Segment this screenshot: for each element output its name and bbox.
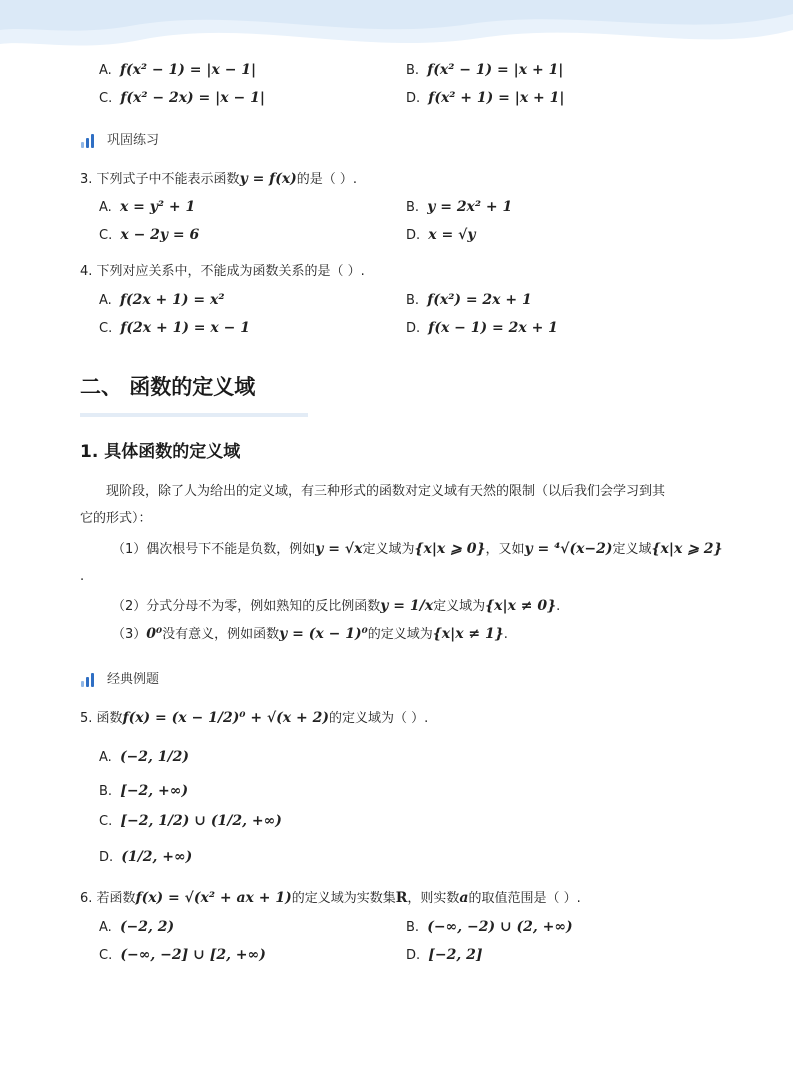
bar-chart-icon [81,673,97,687]
intro-line-2: 它的形式）： [80,511,152,526]
question-number: 4. [80,264,93,279]
option-math: (−∞, −2] ∪ [2, +∞) [120,947,266,963]
option-letter: C. [99,228,113,243]
option-math: f(x² − 1) = |x − 1| [119,62,257,78]
question-4-stem [80,262,365,282]
option-letter: B. [406,200,420,215]
question-math: f(x) = √(x² + ax + 1) [135,890,292,906]
q3-option-b [406,197,512,218]
q4-option-c [99,318,250,339]
question-math: a [459,890,469,906]
q6-option-b [406,917,573,938]
q6-option-d [406,945,483,966]
option-letter: D. [99,850,114,865]
q6-option-c [99,945,266,966]
rule-text: （2）分式分母不为零，例如熟知的反比例函数 [112,599,381,614]
bar-chart-icon [81,134,97,148]
option-math: f(x − 1) = 2x + 1 [428,320,558,336]
question-3-stem [80,169,357,190]
option-letter: A. [99,750,112,765]
question-number: 6. [80,891,93,906]
question-text: 若函数 [96,891,136,906]
option-letter: B. [99,784,113,799]
rule-math: {x|x ⩾ 2} [651,541,723,557]
option-letter: B. [406,293,420,308]
q5-option-d [99,847,192,868]
question-text: 的定义域为实数集 [291,891,396,906]
rule-math: {x|x ≠ 0} [485,598,557,614]
q-prev-option-c [99,88,265,109]
rule-math: {x|x ⩾ 0} [414,541,486,557]
q5-option-a [99,747,189,768]
question-number: 5. [80,711,93,726]
rule-math: {x|x ≠ 1} [432,626,504,642]
rule-math: y = ⁴√(x−2) [524,541,613,557]
rule-text: 的定义域为 [367,627,433,642]
q6-option-a [99,917,174,938]
question-math: f(x) = (x − 1/2)⁰ + √(x + 2) [122,710,329,726]
rule-text: . [503,627,508,642]
option-math: f(2x + 1) = x² [119,292,225,308]
q4-option-d [406,318,558,339]
rule-text: （3） [112,627,147,642]
question-text: 的取值范围是（ ）. [468,891,581,906]
option-math: [−2, 1/2) ∪ (1/2, +∞) [120,813,282,829]
option-math: (−∞, −2) ∪ (2, +∞) [427,919,573,935]
option-math: x = y² + 1 [119,199,196,215]
option-math: [−2, +∞) [120,783,189,799]
option-math: x − 2y = 6 [120,227,200,243]
rule-math: 0⁰ [146,626,163,642]
q5-option-c [99,811,282,832]
option-letter: D. [406,321,421,336]
rule-math: y = 1/x [380,598,434,614]
q5-option-b [99,781,188,802]
rule-math: y = √x [315,541,363,557]
option-letter: D. [406,228,421,243]
q-prev-option-d [406,88,565,109]
option-letter: D. [406,948,421,963]
option-math: y = 2x² + 1 [427,199,513,215]
question-text: ，则实数 [407,891,460,906]
question-math: R [395,890,408,906]
practice-heading: 巩固练习 [107,133,160,148]
header-wave-decoration [0,0,793,60]
option-letter: A. [99,200,112,215]
q-prev-option-b [406,60,563,81]
rule-1 [112,539,723,560]
q3-option-a [99,197,195,218]
option-letter: C. [99,814,113,829]
q3-option-d [406,225,475,246]
intro-line-1: 现阶段，除了人为给出的定义域，有三种形式的函数对定义域有天然的限制（以后我们会学习到其 [106,484,666,499]
option-letter: B. [406,920,420,935]
option-math: f(x² − 2x) = |x − 1| [120,90,265,106]
question-text: 下列式子中不能表示函数 [96,172,240,187]
question-text: 函数 [96,711,123,726]
option-letter: A. [99,293,112,308]
question-6-stem [80,888,581,909]
option-letter: C. [99,321,113,336]
option-letter: C. [99,91,113,106]
option-letter: B. [406,63,420,78]
question-text: 的定义域为（ ）. [328,711,429,726]
rule-text: 定义域 [612,542,652,557]
rule-text: 没有意义，例如函数 [162,627,280,642]
option-math: (1/2, +∞) [121,849,193,865]
rule-2 [112,596,560,617]
rule-text: （1）偶次根号下不能是负数，例如 [112,542,316,557]
section-title: 二、 函数的定义域 [80,375,256,399]
q-prev-option-a [99,60,256,81]
option-math: f(x² + 1) = |x + 1| [428,90,565,106]
q4-option-b [406,290,532,311]
option-math: f(x²) = 2x + 1 [427,292,532,308]
rule-1-end: . [80,569,85,584]
option-letter: D. [406,91,421,106]
option-math: f(2x + 1) = x − 1 [120,320,250,336]
rule-text: ，又如 [485,542,525,557]
question-5-stem [80,708,428,729]
option-math: [−2, 2] [428,947,483,963]
examples-heading: 经典例题 [107,672,160,687]
rule-text: 定义域为 [433,599,486,614]
rule-text: . [556,599,561,614]
option-letter: A. [99,63,112,78]
option-math: f(x² − 1) = |x + 1| [427,62,564,78]
question-math: y = f(x) [239,171,297,187]
question-number: 3. [80,172,93,187]
option-letter: C. [99,948,113,963]
question-text: 下列对应关系中，不能成为函数关系的是（ ）. [96,264,365,279]
option-letter: A. [99,920,112,935]
question-text: 的是（ ）. [296,172,358,187]
rule-3 [112,624,508,645]
subsection-title: 1. 具体函数的定义域 [80,442,241,462]
section-underline [80,413,308,417]
option-math: x = √y [428,227,476,243]
q3-option-c [99,225,199,246]
q4-option-a [99,290,224,311]
option-math: (−2, 2) [119,919,175,935]
rule-math: y = (x − 1)⁰ [279,626,368,642]
rule-text: 定义域为 [362,542,415,557]
option-math: (−2, 1/2) [119,749,190,765]
